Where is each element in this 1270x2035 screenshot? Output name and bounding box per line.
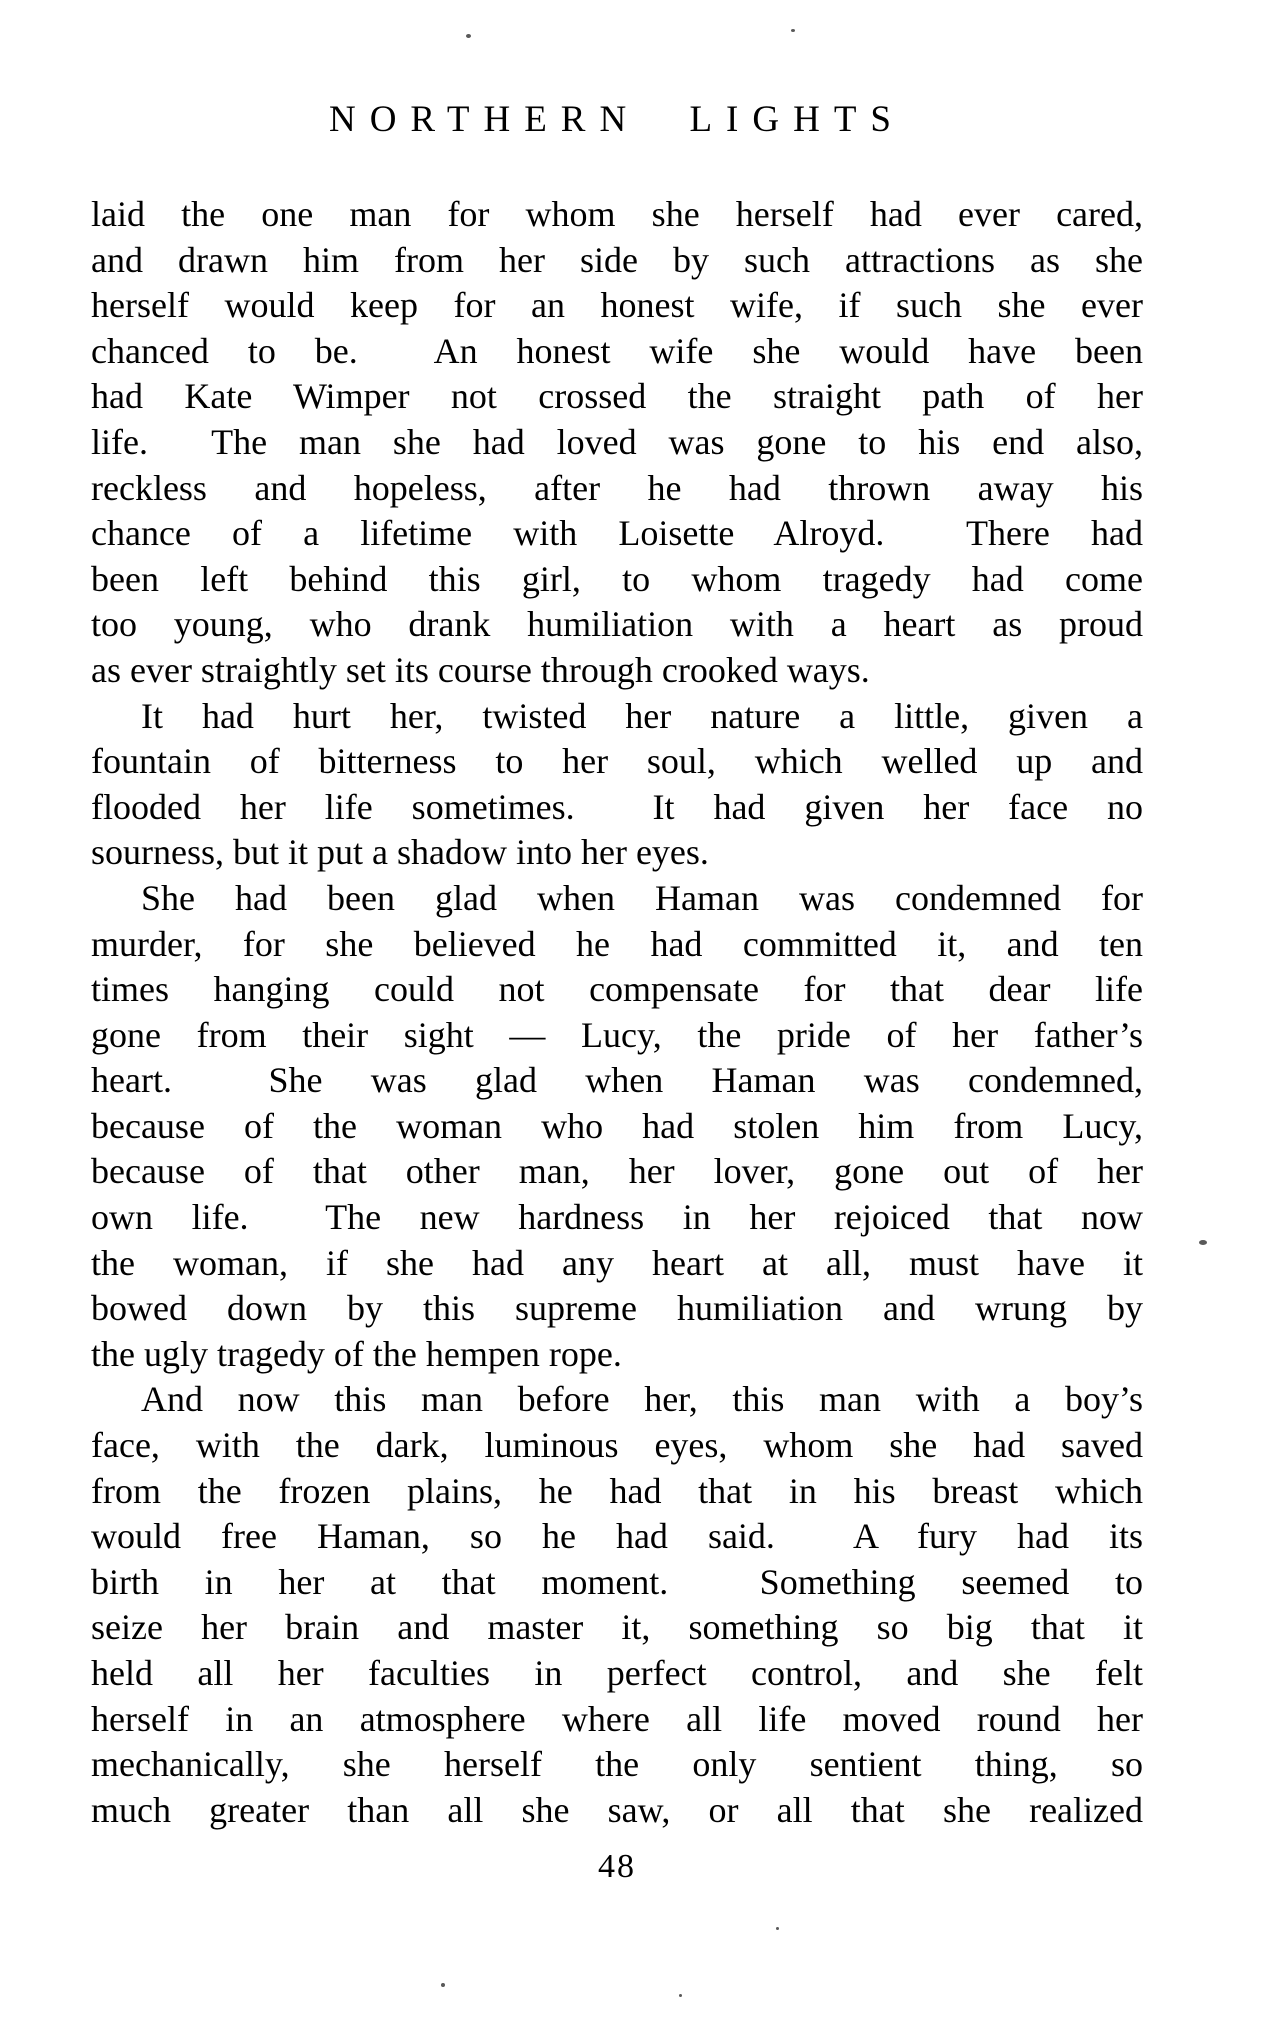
text-line: mechanically, she herself the only sentient thing, so bbox=[91, 1744, 1143, 1785]
scan-speck bbox=[791, 29, 795, 32]
text-line: It had hurt her, twisted her nature a little, given a bbox=[141, 695, 1143, 736]
scan-speck bbox=[679, 1994, 682, 1997]
text-line: own life. The new hardness in her rejoiced that now bbox=[91, 1197, 1143, 1238]
text-line: times hanging could not compensate for that dear life bbox=[91, 969, 1143, 1010]
text-line: sourness, but it put a shadow into her eyes. bbox=[91, 832, 709, 873]
text-line: bowed down by this supreme humiliation and wrung by bbox=[91, 1288, 1143, 1329]
text-line: She had been glad when Haman was condemned for bbox=[141, 877, 1143, 918]
text-line: chance of a lifetime with Loisette Alroyd. There had bbox=[91, 513, 1143, 554]
text-line: seize her brain and master it, something so big that it bbox=[91, 1607, 1143, 1648]
page-number: 48 bbox=[598, 1848, 636, 1885]
text-line: had Kate Wimper not crossed the straight path of her bbox=[91, 376, 1143, 417]
text-line: flooded her life sometimes. It had given her face no bbox=[91, 786, 1143, 827]
text-line: been left behind this girl, to whom tragedy had come bbox=[91, 558, 1143, 599]
text-line: laid the one man for whom she herself had ever cared, bbox=[91, 194, 1143, 234]
text-line: heart. She was glad when Haman was condemned, bbox=[91, 1060, 1143, 1101]
text-line: And now this man before her, this man with a boy’s bbox=[141, 1379, 1143, 1420]
text-line: the woman, if she had any heart at all, must have it bbox=[91, 1242, 1143, 1283]
text-line: fountain of bitterness to her soul, which welled up and bbox=[91, 741, 1143, 782]
text-line: held all her faculties in perfect control, and she felt bbox=[91, 1653, 1143, 1693]
text-line: too young, who drank humiliation with a heart as proud bbox=[91, 604, 1143, 645]
running-header: NORTHERN LIGHTS bbox=[328, 99, 905, 140]
text-line: and drawn him from her side by such attractions as she bbox=[91, 239, 1143, 280]
scan-speck bbox=[441, 1983, 445, 1987]
text-line: herself in an atmosphere where all life moved round her bbox=[91, 1698, 1143, 1739]
text-line: as ever straightly set its course through crooked ways. bbox=[91, 649, 870, 690]
text-line: birth in her at that moment. Something seemed to bbox=[91, 1561, 1143, 1602]
text-line: herself would keep for an honest wife, if such she ever bbox=[91, 285, 1143, 326]
scan-speck bbox=[466, 34, 471, 38]
paragraph bbox=[91, 1377, 1143, 1833]
text-line: chanced to be. An honest wife she would have been bbox=[91, 330, 1143, 371]
paragraph bbox=[91, 694, 1143, 876]
text-line: reckless and hopeless, after he had thrown away his bbox=[91, 467, 1143, 508]
text-line: face, with the dark, luminous eyes, whom she had saved bbox=[91, 1425, 1143, 1466]
text-line: the ugly tragedy of the hempen rope. bbox=[91, 1333, 622, 1374]
scan-speck bbox=[1199, 1240, 1207, 1245]
text-line: would free Haman, so he had said. A fury had its bbox=[91, 1516, 1143, 1557]
text-line: gone from their sight — Lucy, the pride of her father’s bbox=[91, 1014, 1143, 1055]
text-line: murder, for she believed he had committed it, and ten bbox=[91, 923, 1143, 964]
scan-speck bbox=[776, 1927, 779, 1930]
text-line: from the frozen plains, he had that in his breast which bbox=[91, 1470, 1143, 1511]
paragraph bbox=[91, 876, 1143, 1378]
text-line: because of the woman who had stolen him from Lucy, bbox=[91, 1105, 1143, 1146]
text-block bbox=[91, 192, 1143, 1833]
text-line: much greater than all she saw, or all that she realized bbox=[91, 1789, 1143, 1830]
paragraph bbox=[91, 192, 1143, 694]
text-line: life. The man she had loved was gone to his end also, bbox=[91, 421, 1143, 462]
text-line: because of that other man, her lover, gone out of her bbox=[91, 1151, 1143, 1192]
